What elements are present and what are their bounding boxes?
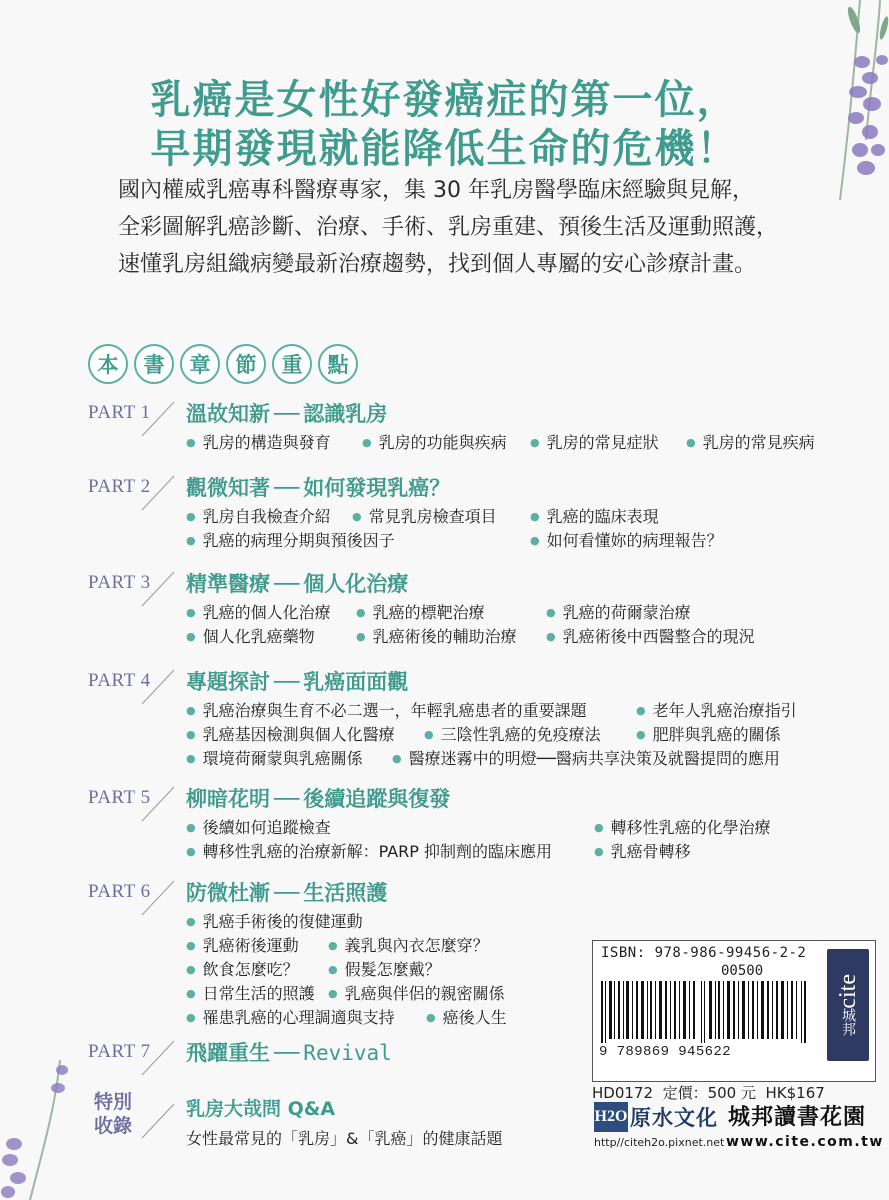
headline-line-1: 乳癌是女性好發癌症的第一位， [150,76,739,123]
publisher-group: 城邦讀書花園 [728,1105,867,1130]
list-item: ● 乳癌的個人化治療 [186,600,331,623]
chapter-highlights-heading [88,344,358,384]
list-item: ● 乳房的常見症狀 [530,430,659,453]
part-label: PART 4 [88,670,151,691]
publisher-url[interactable]: http//citeh2o.pixnet.net [594,1136,725,1149]
list-item: ● 乳癌的病理分期與預後因子 [186,528,395,551]
cite-logo-chinese: 城邦 [840,1008,856,1037]
slash-divider-icon [140,1100,176,1140]
list-item: ● 乳癌的臨床表現 [530,504,659,527]
list-item: ● 日常生活的照護 [186,981,315,1004]
isbn-barcode-box [592,940,876,1082]
part-title: 飛躍重生 ── Revival [186,1041,392,1065]
special-title: 乳房大哉問 Q&A [186,1098,336,1120]
list-item: ● 轉移性乳癌的治療新解：PARP 抑制劑的臨床應用 [186,839,552,862]
list-item: ● 乳癌術後運動 [186,933,299,956]
list-item: ● 乳房的構造與發育 [186,430,331,453]
barcode-digits: 9 789869 945622 [599,1044,732,1060]
list-item: ● 肥胖與乳癌的關係 [636,722,781,745]
list-item: ● 乳房的功能與疾病 [362,430,507,453]
list-item: ● 乳癌的荷爾蒙治療 [546,600,691,623]
publisher-block [594,1098,884,1158]
list-item: ● 常見乳房檢查項目 [352,504,497,527]
list-item: ● 個人化乳癌藥物 [186,624,315,647]
list-item: ● 如何看懂妳的病理報告？ [530,528,723,551]
part-title: 觀微知著 ── 如何發現乳癌？ [186,476,451,500]
part-label: PART 5 [88,787,151,808]
slash-divider-icon [140,666,176,706]
group-url[interactable]: www.cite.com.tw [726,1134,884,1150]
slash-divider-icon [140,783,176,823]
list-item: ● 老年人乳癌治療指引 [636,698,797,721]
list-item: ● 癌後人生 [426,1005,507,1028]
list-item: ● 乳房的常見疾病 [686,430,815,453]
heading-char-circle: 重 [272,344,312,384]
slash-divider-icon [140,568,176,608]
list-item: ● 醫療迷霧中的明燈──醫病共享決策及就醫提問的應用 [392,746,780,769]
list-item: ● 罹患乳癌的心理調適與支持 [186,1005,395,1028]
slash-divider-icon [140,398,176,438]
product-code: HD0172 [592,1084,654,1102]
cite-logo-text: cite [834,973,861,1009]
part-title: 精準醫療 ── 個人化治療 [186,572,409,596]
part-title: 柳暗花明 ── 後續追蹤與復發 [186,787,451,811]
list-item: ● 乳癌基因檢測與個人化醫療 [186,722,395,745]
heading-char-circle: 本 [88,344,128,384]
price-hkd: HK$167 [765,1084,825,1102]
list-item: ● 假髮怎麼戴？ [328,957,441,980]
list-item: ● 轉移性乳癌的化學治療 [594,815,771,838]
part-label: PART 2 [88,476,151,497]
intro-paragraph [118,172,818,283]
list-item: ● 乳癌治療與生育不必二選一，年輕乳癌患者的重要課題 [186,698,587,721]
special-section-label: 特別收錄 [93,1091,132,1137]
list-item: ● 義乳與內衣怎麼穿？ [328,933,489,956]
slash-divider-icon [140,877,176,917]
part-title: 溫故知新 ── 認識乳房 [186,402,388,426]
part-title: 防微杜漸 ── 生活照護 [186,881,388,905]
list-item: ● 乳癌與伴侶的親密關係 [328,981,505,1004]
heading-char-circle: 章 [180,344,220,384]
heading-char-circle: 節 [226,344,266,384]
list-item: ● 飲食怎麼吃？ [186,957,299,980]
list-item: ● 三陰性乳癌的免疫療法 [424,722,601,745]
list-item: ● 後續如何追蹤檢查 [186,815,331,838]
part-label: PART 1 [88,402,151,423]
list-item: ● 乳癌手術後的復健運動 [186,909,363,932]
intro-line: 全彩圖解乳癌診斷、治療、手術、乳房重建、預後生活及運動照護， [118,215,779,240]
part-label: PART 6 [88,881,151,902]
list-item: ● 乳癌術後中西醫整合的現況 [546,624,755,647]
price-twd: 定價：500 元 [662,1084,756,1102]
part-title: 專題探討 ── 乳癌面面觀 [186,670,409,694]
intro-line: 國內權威乳癌專科醫療專家，集 30 年乳房醫學臨床經驗與見解， [118,178,754,203]
cite-logo [827,949,869,1061]
publisher-name: 原水文化 [630,1106,718,1130]
headline-line-2: 早期發現就能降低生命的危機！ [150,125,739,172]
barcode-icon [601,981,813,1043]
list-item: ● 乳房自我檢查介紹 [186,504,331,527]
list-item: ● 乳癌的標靶治療 [356,600,485,623]
lavender-bottom-left-decoration [0,1040,80,1200]
part-label: PART 7 [88,1041,151,1062]
isbn-text: ISBN: 978-986-99456-2-2 [601,945,807,961]
heading-char-circle: 點 [318,344,358,384]
part-label: PART 3 [88,572,151,593]
price-code: 00500 [721,963,764,979]
h2o-logo-icon: H2O [594,1102,628,1132]
intro-line: 速懂乳房組織病變最新治療趨勢，找到個人專屬的安心診療計畫。 [118,252,757,277]
special-subtitle: 女性最常見的「乳房」&「乳癌」的健康話題 [186,1129,503,1148]
list-item: ● 乳癌骨轉移 [594,839,691,862]
slash-divider-icon [140,1037,176,1077]
list-item: ● 環境荷爾蒙與乳癌關係 [186,746,363,769]
slash-divider-icon [140,472,176,512]
list-item: ● 乳癌術後的輔助治療 [356,624,517,647]
heading-char-circle: 書 [134,344,174,384]
